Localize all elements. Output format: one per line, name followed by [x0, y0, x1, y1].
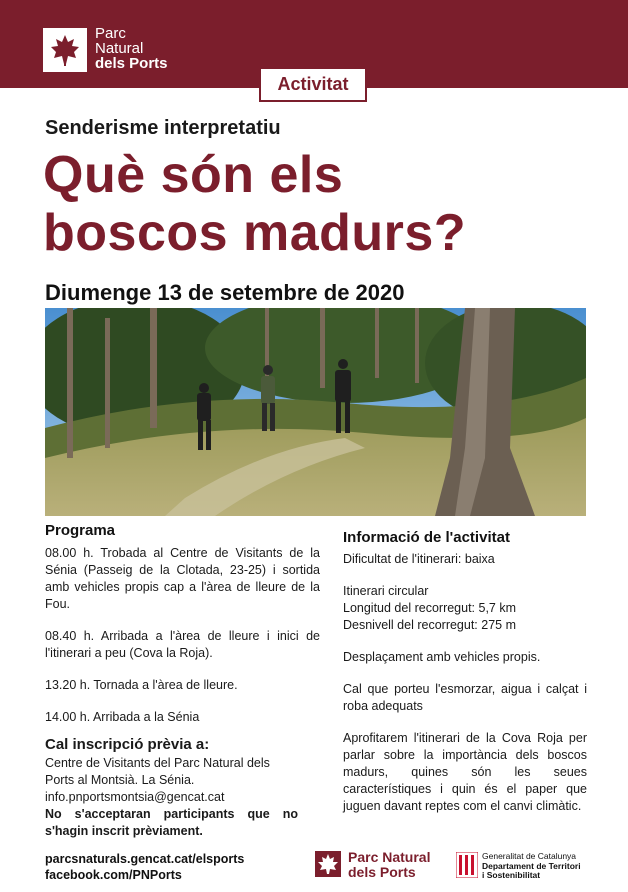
event-date: Diumenge 13 de setembre de 2020: [45, 280, 405, 305]
website-link[interactable]: parcsnaturals.gencat.cat/elsports: [45, 852, 245, 866]
park-brand: [95, 26, 168, 71]
info-line: Aprofitarem l'itinerari de la Cova Roja per parlar sobre la importància dels boscos madurs, quines són les seues característiques i quin és el paper que juguen davant reptes com el canvi climàtic.: [343, 731, 587, 813]
maple-leaf-icon: [315, 851, 341, 877]
brand-line: Natural: [95, 40, 144, 57]
info-line: Desnivell del recorregut: 275 m: [343, 618, 516, 632]
brand-line: dels Ports: [95, 55, 168, 72]
gencat-line: Generalitat de Catalunya: [482, 851, 577, 861]
registration-block: [45, 736, 298, 840]
programa-list: [45, 545, 320, 726]
forest-photo: [45, 308, 586, 516]
brand-line: Parc: [95, 25, 126, 42]
gencat-brand: [482, 852, 581, 881]
footer-links: [45, 851, 244, 883]
registration-warning: No s'acceptaran participants que no s'hagin inscrit prèviament.: [45, 807, 298, 838]
programa-item: 08.00 h. Trobada al Centre de Visitants de la Sénia (Passeig de la Clotada, 23-25) i sortida amb vehicles propis cap a l'àrea de lleure de la Fou.: [45, 546, 320, 611]
info-line: Cal que porteu l'esmorzar, aigua i calçat i roba adequats: [343, 682, 587, 713]
footer-brand-line: dels Ports: [348, 864, 416, 880]
subtitle: Senderisme interpretatiu: [45, 117, 281, 139]
registration-line: Centre de Visitants del Parc Natural dels Ports al Montsià. La Sénia.: [45, 756, 270, 787]
park-logo: [43, 28, 87, 72]
footer-park-logo: [315, 851, 341, 877]
info-heading: Informació de l'activitat: [343, 529, 510, 546]
activity-tag: Activitat: [259, 67, 367, 102]
info-line: Dificultat de l'itinerari: baixa: [343, 552, 495, 566]
programa-item: 13.20 h. Tornada a l'àrea de lleure.: [45, 678, 238, 692]
title-line: Què són els: [43, 146, 344, 204]
page-title: [43, 146, 466, 262]
info-line: Itinerari circular: [343, 584, 429, 598]
info-line: Desplaçament amb vehicles propis.: [343, 650, 541, 664]
programa-item: 14.00 h. Arribada a la Sénia: [45, 710, 200, 724]
title-line: boscos madurs?: [43, 204, 467, 262]
gencat-line: i Sostenibilitat: [482, 870, 541, 880]
facebook-link[interactable]: facebook.com/PNPorts: [45, 868, 182, 882]
footer-brand: [348, 850, 430, 880]
programa-item: 08.40 h. Arribada a l'àrea de lleure i inici de l'itinerari a peu (Cova la Roja).: [45, 629, 320, 660]
registration-heading: Cal inscripció prèvia a:: [45, 736, 210, 753]
registration-email[interactable]: info.pnportsmontsia@gencat.cat: [45, 790, 225, 804]
info-line: Longitud del recorregut: 5,7 km: [343, 601, 517, 615]
info-list: [343, 551, 587, 815]
gencat-flag-icon: [456, 852, 478, 878]
footer-brand-line: Parc Natural: [348, 849, 431, 865]
programa-heading: Programa: [45, 522, 116, 539]
maple-leaf-icon: [47, 32, 83, 68]
gencat-line: Departament de Territori: [482, 860, 581, 871]
